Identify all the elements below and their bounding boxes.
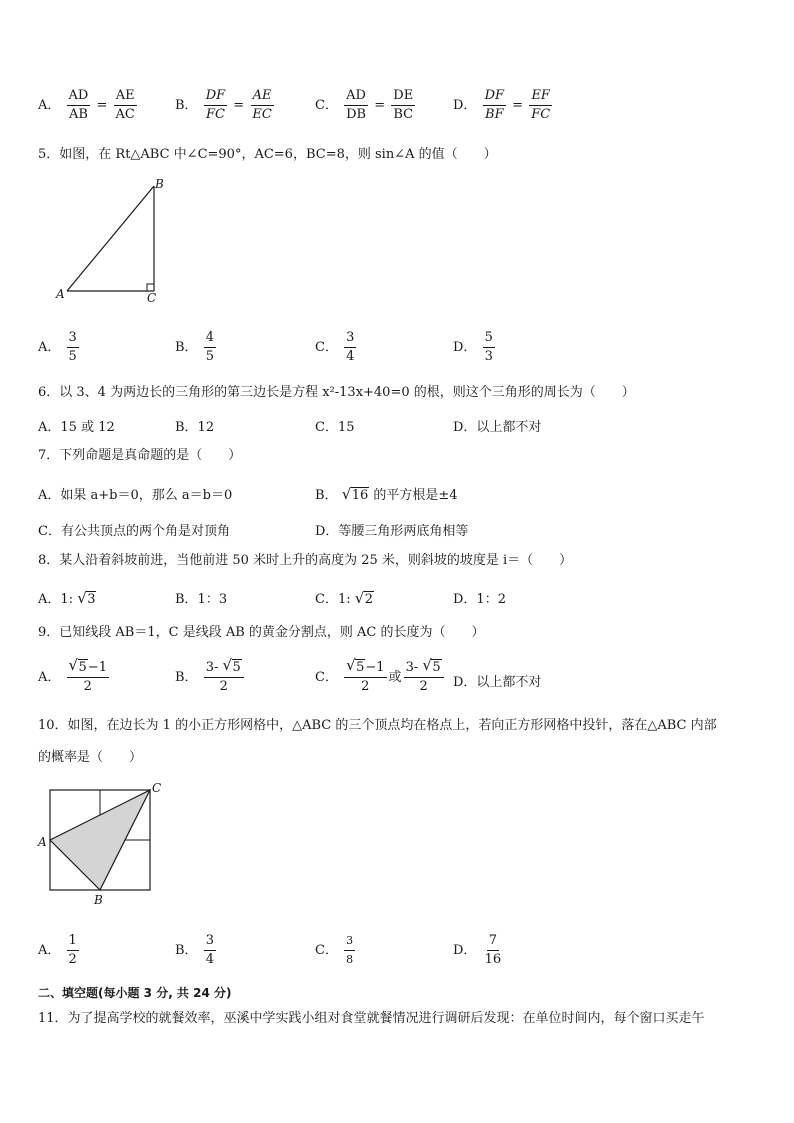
fraction (344, 88, 368, 123)
option-label: A． (38, 943, 61, 958)
square-root (422, 656, 441, 676)
fraction (204, 933, 216, 968)
square-root (341, 485, 370, 503)
option-label: A． (38, 670, 61, 685)
numerator: 3 (344, 933, 355, 951)
denominator: 2 (83, 679, 92, 694)
q5-option-b (175, 330, 218, 365)
square-root (77, 589, 96, 607)
q5-option-d (453, 330, 497, 365)
radical-sign: √ (341, 485, 352, 503)
radicand: 3 (87, 592, 96, 607)
q9-option-a (38, 656, 111, 695)
minus-one: −1 (365, 660, 385, 675)
option-label: B． (175, 98, 198, 113)
q10-option-c (315, 933, 357, 968)
fraction (529, 88, 552, 123)
option-label: A． (38, 592, 61, 607)
fraction (204, 88, 227, 123)
q4-option-a (38, 88, 139, 123)
denominator: 16 (484, 952, 502, 967)
q4-option-c (315, 88, 417, 123)
fraction (204, 330, 216, 365)
fraction (483, 933, 504, 968)
q10-option-b (175, 933, 218, 968)
numerator: AE (114, 88, 137, 106)
three-minus: 3- (405, 660, 419, 675)
question-8-stem: 8．某人沿着斜坡前进，当他前进 50 米时上升的高度为 25 米，则斜坡的坡度是 i＝（ ） (38, 553, 573, 568)
question-5-stem: 5．如图，在 Rt△ABC 中∠C=90°，AC=6，BC=8，则 sin∠A 的值（ ） (38, 147, 497, 162)
radical-sign: √ (422, 656, 432, 674)
option-label: D． (453, 943, 477, 958)
question-10-stem-line2: 的概率是（ ） (38, 750, 143, 765)
radical-sign: √ (222, 656, 233, 674)
vertex-label-b: B (94, 893, 103, 907)
radicand: 2 (364, 592, 374, 607)
q10-option-d (453, 933, 505, 968)
numerator (404, 656, 444, 678)
square-root (222, 656, 242, 676)
numerator: AD (344, 88, 368, 106)
q5-option-c (315, 330, 358, 365)
denominator: 4 (205, 952, 214, 967)
option-label: D． (453, 98, 477, 113)
equals-sign: = (512, 98, 524, 113)
fraction (344, 656, 386, 695)
radical-sign: √ (77, 589, 87, 607)
denominator: BC (393, 107, 414, 122)
q5-option-a (38, 330, 81, 365)
option-label: C． (315, 670, 338, 685)
vertex-label-a: A (38, 835, 47, 849)
fraction (67, 330, 79, 365)
fraction (67, 933, 79, 968)
equals-sign: = (233, 98, 245, 113)
radicand: 5 (78, 660, 87, 675)
numerator: AE (251, 88, 274, 106)
radicand: 5 (356, 660, 365, 675)
denominator: BF (485, 107, 504, 122)
q4-option-d (453, 88, 554, 123)
q9-option-d: D．以上都不对 (453, 675, 542, 690)
numerator: EF (529, 88, 552, 106)
denominator: 3 (484, 349, 493, 364)
denominator: 4 (346, 349, 355, 364)
option-label: B． (175, 943, 198, 958)
denominator: EC (252, 107, 272, 122)
numerator: 3 (204, 933, 216, 951)
q8-option-d: D．1：2 (453, 592, 506, 607)
three-minus: 3- (205, 660, 219, 675)
denominator: AB (68, 107, 88, 122)
section-heading: 二、填空题(每小题 3 分, 共 24 分) (38, 986, 232, 1000)
vertex-label-c: C (152, 781, 162, 795)
numerator (204, 656, 244, 678)
q10-option-a (38, 933, 81, 968)
option-label: D． (453, 340, 477, 355)
option-label: C． (315, 943, 338, 958)
fraction (204, 656, 244, 695)
fraction (483, 330, 495, 365)
numerator: 7 (487, 933, 499, 951)
fraction (344, 933, 355, 968)
fraction (67, 656, 109, 695)
question-7-stem: 7．下列命题是真命题的是（ ） (38, 448, 242, 463)
numerator: DF (483, 88, 506, 106)
fraction (391, 88, 415, 123)
numerator: 4 (204, 330, 216, 348)
denominator: 2 (361, 679, 370, 694)
option-label: C． (315, 592, 338, 607)
q8-option-c (315, 588, 374, 607)
option-label: A． (38, 340, 61, 355)
fraction (114, 88, 137, 123)
q6-option-c: C．15 (315, 420, 355, 435)
q4-option-b (175, 88, 276, 123)
numerator: DF (204, 88, 227, 106)
denominator: 5 (205, 349, 214, 364)
fraction (483, 88, 506, 123)
numerator: 3 (344, 330, 356, 348)
minus-one: −1 (87, 660, 107, 675)
fraction (344, 330, 356, 365)
radical-sign: √ (346, 656, 356, 674)
grid-triangle-figure (34, 780, 164, 908)
numerator: AD (67, 88, 91, 106)
or-word: 或 (388, 670, 402, 685)
question-6-stem: 6．以 3、4 为两边长的三角形的第三边长是方程 x²-13x+40=0 的根，则这个三角形的周长为（ ） (38, 385, 635, 400)
fraction (404, 656, 444, 695)
vertex-label-a: A (56, 287, 65, 301)
radical-sign: √ (68, 656, 79, 674)
q6-option-b: B．12 (175, 420, 215, 435)
denominator: FC (205, 107, 225, 122)
q6-option-a: A．15 或 12 (38, 420, 115, 435)
question-11-stem: 11．为了提高学校的就餐效率，巫溪中学实践小组对食堂就餐情况进行调研后发现：在单位时间内，每个窗口买走午 (38, 1011, 705, 1026)
side-ab (67, 186, 154, 291)
option-label: B． (175, 340, 198, 355)
radicand: 5 (232, 660, 241, 675)
q9-option-b (175, 656, 246, 695)
equals-sign: = (96, 98, 108, 113)
ratio-prefix: 1: (60, 592, 74, 607)
denominator: AC (115, 107, 135, 122)
right-angle-mark (147, 284, 154, 291)
option-label: C． (315, 98, 338, 113)
option-label: C． (315, 340, 338, 355)
radicand: 16 (351, 488, 369, 503)
numerator: 3 (67, 330, 79, 348)
denominator: FC (531, 107, 551, 122)
square-root (354, 589, 374, 607)
q7-option-c: C．有公共顶点的两个角是对顶角 (38, 524, 230, 539)
option-label: B． (175, 670, 198, 685)
denominator: DB (346, 107, 367, 122)
q8-option-b: B．1：3 (175, 592, 228, 607)
ratio-prefix: 1: (337, 592, 351, 607)
numerator (67, 656, 109, 678)
denominator: 2 (419, 679, 428, 694)
denominator: 2 (219, 679, 228, 694)
denominator: 5 (68, 349, 77, 364)
question-10-stem-line1: 10．如图，在边长为 1 的小正方形网格中，△ABC 的三个顶点均在格点上，若向正方形网格中投针，落在△ABC 内部 (38, 718, 717, 733)
q7-option-b (315, 484, 458, 503)
numerator: 5 (483, 330, 495, 348)
option-text: 的平方根是±4 (373, 488, 458, 503)
fraction (250, 88, 273, 123)
q7-option-d: D．等腰三角形两底角相等 (315, 524, 469, 539)
q9-option-c (315, 656, 446, 695)
vertex-label-c: C (147, 291, 157, 304)
question-9-stem: 9．已知线段 AB＝1，C 是线段 AB 的黄金分割点，则 AC 的长度为（ ） (38, 625, 485, 640)
vertex-label-b: B (155, 177, 164, 191)
right-triangle-figure (50, 176, 180, 304)
denominator: 2 (68, 952, 77, 967)
q6-option-d: D．以上都不对 (453, 420, 542, 435)
numerator: 1 (67, 933, 79, 951)
denominator: 8 (346, 953, 354, 966)
equals-sign: = (374, 98, 386, 113)
option-label: A． (38, 98, 61, 113)
radicand: 5 (432, 660, 441, 675)
square-root (68, 656, 88, 676)
fraction (67, 88, 91, 123)
q7-option-a: A．如果 a+b＝0，那么 a＝b＝0 (38, 488, 233, 503)
numerator: DE (391, 88, 415, 106)
q8-option-a (38, 588, 96, 607)
square-root (346, 656, 365, 676)
option-label: B． (315, 488, 338, 503)
numerator (344, 656, 386, 678)
radical-sign: √ (354, 589, 365, 607)
